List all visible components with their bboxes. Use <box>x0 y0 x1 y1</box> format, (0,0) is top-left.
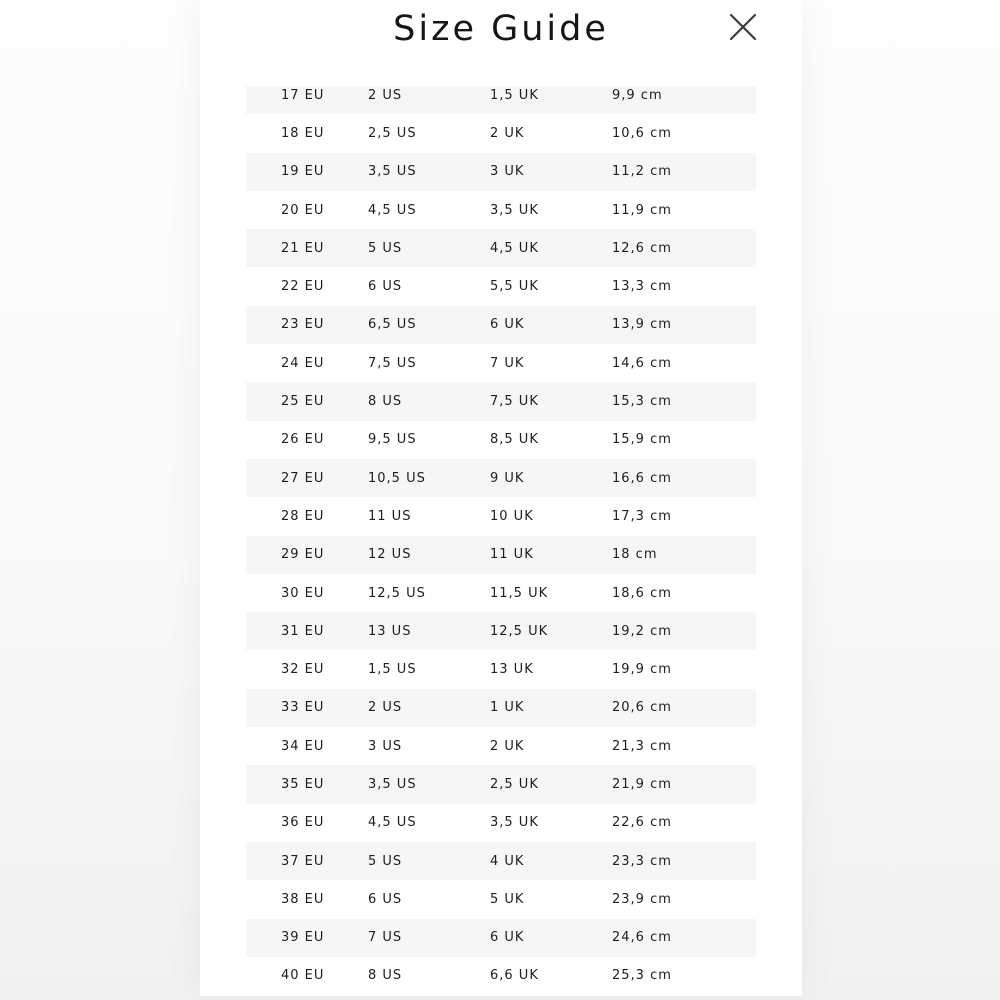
size-cm-cell: 11,2 cm <box>612 153 756 191</box>
table-row <box>246 421 756 459</box>
size-cm-cell: 24,6 cm <box>612 919 756 957</box>
size-eu-cell: 39 EU <box>246 919 368 957</box>
size-us-cell: 13 US <box>368 612 490 650</box>
size-cm-cell: 9,9 cm <box>612 76 756 114</box>
size-table <box>246 76 756 995</box>
size-us-cell: 7 US <box>368 919 490 957</box>
size-cm-cell: 13,9 cm <box>612 306 756 344</box>
size-uk-cell: 8,5 UK <box>490 421 612 459</box>
table-row <box>246 191 756 229</box>
size-eu-cell: 17 EU <box>246 76 368 114</box>
size-cm-cell: 11,9 cm <box>612 191 756 229</box>
size-us-cell: 10,5 US <box>368 459 490 497</box>
size-eu-cell: 31 EU <box>246 612 368 650</box>
size-cm-cell: 17,3 cm <box>612 497 756 535</box>
size-cm-cell: 10,6 cm <box>612 114 756 152</box>
size-cm-cell: 15,9 cm <box>612 421 756 459</box>
size-eu-cell: 30 EU <box>246 574 368 612</box>
size-uk-cell: 11,5 UK <box>490 574 612 612</box>
size-uk-cell: 12,5 UK <box>490 612 612 650</box>
table-row <box>246 765 756 803</box>
size-cm-cell: 23,3 cm <box>612 842 756 880</box>
size-cm-cell: 13,3 cm <box>612 267 756 305</box>
size-us-cell: 3,5 US <box>368 765 490 803</box>
size-eu-cell: 35 EU <box>246 765 368 803</box>
size-uk-cell: 6 UK <box>490 306 612 344</box>
size-us-cell: 9,5 US <box>368 421 490 459</box>
size-cm-cell: 20,6 cm <box>612 689 756 727</box>
size-uk-cell: 6 UK <box>490 919 612 957</box>
size-us-cell: 3,5 US <box>368 153 490 191</box>
table-row <box>246 382 756 420</box>
size-us-cell: 7,5 US <box>368 344 490 382</box>
table-row <box>246 536 756 574</box>
size-uk-cell: 2 UK <box>490 727 612 765</box>
size-table-body <box>246 76 756 995</box>
table-row <box>246 459 756 497</box>
table-row <box>246 727 756 765</box>
size-cm-cell: 21,3 cm <box>612 727 756 765</box>
size-us-cell: 1,5 US <box>368 650 490 688</box>
table-row <box>246 574 756 612</box>
size-cm-cell: 14,6 cm <box>612 344 756 382</box>
size-eu-cell: 20 EU <box>246 191 368 229</box>
size-uk-cell: 4,5 UK <box>490 229 612 267</box>
table-row <box>246 344 756 382</box>
size-eu-cell: 37 EU <box>246 842 368 880</box>
size-eu-cell: 34 EU <box>246 727 368 765</box>
size-eu-cell: 40 EU <box>246 957 368 995</box>
size-eu-cell: 27 EU <box>246 459 368 497</box>
size-eu-cell: 19 EU <box>246 153 368 191</box>
size-cm-cell: 25,3 cm <box>612 957 756 995</box>
size-eu-cell: 36 EU <box>246 804 368 842</box>
size-us-cell: 5 US <box>368 229 490 267</box>
size-us-cell: 2 US <box>368 76 490 114</box>
size-uk-cell: 2 UK <box>490 114 612 152</box>
size-us-cell: 12,5 US <box>368 574 490 612</box>
size-uk-cell: 7 UK <box>490 344 612 382</box>
table-row <box>246 689 756 727</box>
size-uk-cell: 3,5 UK <box>490 804 612 842</box>
size-eu-cell: 32 EU <box>246 650 368 688</box>
size-uk-cell: 11 UK <box>490 536 612 574</box>
size-eu-cell: 38 EU <box>246 880 368 918</box>
size-us-cell: 8 US <box>368 382 490 420</box>
size-us-cell: 5 US <box>368 842 490 880</box>
table-row <box>246 650 756 688</box>
size-eu-cell: 24 EU <box>246 344 368 382</box>
size-cm-cell: 22,6 cm <box>612 804 756 842</box>
table-row <box>246 842 756 880</box>
size-eu-cell: 33 EU <box>246 689 368 727</box>
size-cm-cell: 12,6 cm <box>612 229 756 267</box>
size-us-cell: 6 US <box>368 267 490 305</box>
table-row <box>246 153 756 191</box>
size-us-cell: 6,5 US <box>368 306 490 344</box>
modal-title: Size Guide <box>393 9 609 49</box>
modal-header <box>200 0 802 86</box>
size-eu-cell: 29 EU <box>246 536 368 574</box>
size-eu-cell: 25 EU <box>246 382 368 420</box>
size-eu-cell: 26 EU <box>246 421 368 459</box>
table-row <box>246 267 756 305</box>
size-us-cell: 4,5 US <box>368 191 490 229</box>
size-uk-cell: 10 UK <box>490 497 612 535</box>
size-cm-cell: 19,2 cm <box>612 612 756 650</box>
size-us-cell: 8 US <box>368 957 490 995</box>
table-row <box>246 957 756 995</box>
size-uk-cell: 7,5 UK <box>490 382 612 420</box>
size-us-cell: 6 US <box>368 880 490 918</box>
size-us-cell: 3 US <box>368 727 490 765</box>
table-row <box>246 880 756 918</box>
size-cm-cell: 19,9 cm <box>612 650 756 688</box>
size-uk-cell: 6,6 UK <box>490 957 612 995</box>
size-eu-cell: 21 EU <box>246 229 368 267</box>
size-uk-cell: 9 UK <box>490 459 612 497</box>
size-uk-cell: 5,5 UK <box>490 267 612 305</box>
size-uk-cell: 4 UK <box>490 842 612 880</box>
size-uk-cell: 1 UK <box>490 689 612 727</box>
size-eu-cell: 22 EU <box>246 267 368 305</box>
close-button[interactable] <box>727 11 759 43</box>
size-cm-cell: 16,6 cm <box>612 459 756 497</box>
scroll-mask <box>246 76 756 86</box>
size-guide-modal <box>200 0 802 996</box>
table-row <box>246 229 756 267</box>
size-cm-cell: 18,6 cm <box>612 574 756 612</box>
table-row <box>246 612 756 650</box>
table-row <box>246 919 756 957</box>
size-cm-cell: 18 cm <box>612 536 756 574</box>
size-cm-cell: 15,3 cm <box>612 382 756 420</box>
size-us-cell: 2 US <box>368 689 490 727</box>
table-row <box>246 114 756 152</box>
size-eu-cell: 18 EU <box>246 114 368 152</box>
close-x-icon <box>727 11 759 43</box>
table-row <box>246 497 756 535</box>
size-uk-cell: 1,5 UK <box>490 76 612 114</box>
size-uk-cell: 13 UK <box>490 650 612 688</box>
size-cm-cell: 23,9 cm <box>612 880 756 918</box>
size-cm-cell: 21,9 cm <box>612 765 756 803</box>
table-row <box>246 306 756 344</box>
size-eu-cell: 28 EU <box>246 497 368 535</box>
size-us-cell: 2,5 US <box>368 114 490 152</box>
size-eu-cell: 23 EU <box>246 306 368 344</box>
size-uk-cell: 2,5 UK <box>490 765 612 803</box>
size-us-cell: 12 US <box>368 536 490 574</box>
table-row <box>246 804 756 842</box>
size-uk-cell: 3 UK <box>490 153 612 191</box>
size-uk-cell: 5 UK <box>490 880 612 918</box>
size-us-cell: 4,5 US <box>368 804 490 842</box>
size-uk-cell: 3,5 UK <box>490 191 612 229</box>
size-us-cell: 11 US <box>368 497 490 535</box>
